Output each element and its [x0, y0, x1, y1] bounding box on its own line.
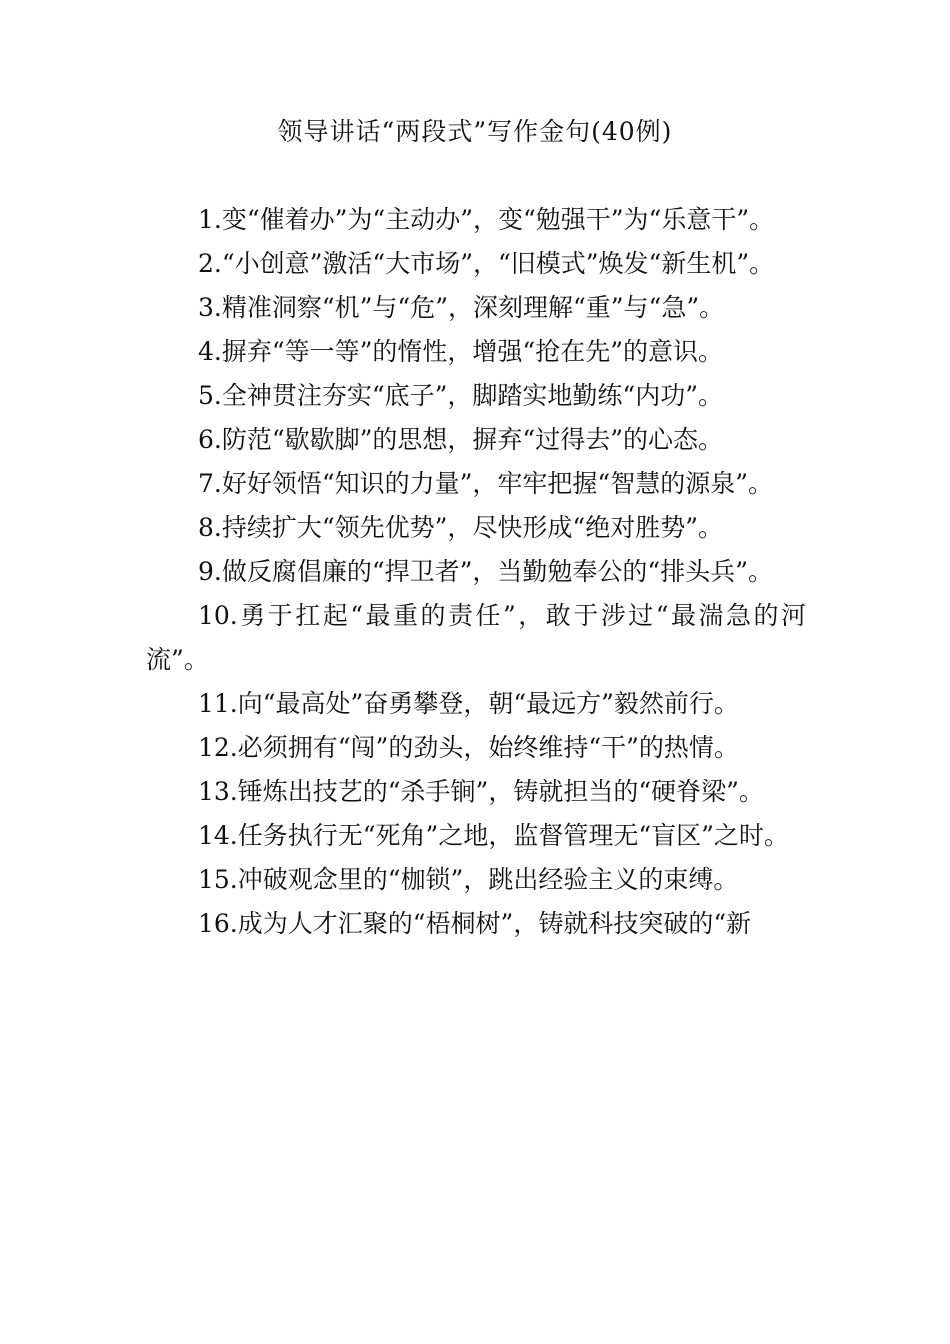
document-body — [146, 198, 806, 946]
list-item: 2.“小创意”激活“大市场”，“旧模式”焕发“新生机”。 — [198, 249, 775, 278]
list-item: 6.防范“歇歇脚”的思想，摒弃“过得去”的心态。 — [198, 425, 723, 454]
list-item: 9.做反腐倡廉的“捍卫者”，当勤勉奉公的“排头兵”。 — [198, 557, 773, 586]
list-item: 13.锤炼出技艺的“杀手锏”，铸就担当的“硬脊梁”。 — [198, 777, 764, 806]
list-item: 14.任务执行无“死角”之地，监督管理无“盲区”之时。 — [198, 821, 789, 850]
list-item: 7.好好领悟“知识的力量”，牢牢把握“智慧的源泉”。 — [198, 469, 773, 498]
list-item: 11.向“最高处”奋勇攀登，朝“最远方”毅然前行。 — [198, 689, 739, 718]
list-item: 16.成为人才汇聚的“梧桐树”，铸就科技突破的“新 — [198, 909, 752, 938]
list-item: 4.摒弃“等一等”的惰性，增强“抢在先”的意识。 — [198, 337, 723, 366]
list-item: 5.全神贯注夯实“底子”，脚踏实地勤练“内功”。 — [198, 381, 723, 410]
list-item: 12.必须拥有“闯”的劲头，始终维持“干”的热情。 — [198, 733, 739, 762]
list-item: 10.勇于扛起“最重的责任”，敢于涉过“最湍急的河流”。 — [146, 601, 806, 674]
list-item: 8.持续扩大“领先优势”，尽快形成“绝对胜势”。 — [198, 513, 723, 542]
list-item: 1.变“催着办”为“主动办”，变“勉强干”为“乐意干”。 — [198, 205, 775, 234]
document-title: 领导讲话“两段式”写作金句(40例) — [277, 117, 673, 146]
list-item: 3.精准洞察“机”与“危”，深刻理解“重”与“急”。 — [198, 293, 725, 322]
list-item: 15.冲破观念里的“枷锁”，跳出经验主义的束缚。 — [198, 865, 739, 894]
